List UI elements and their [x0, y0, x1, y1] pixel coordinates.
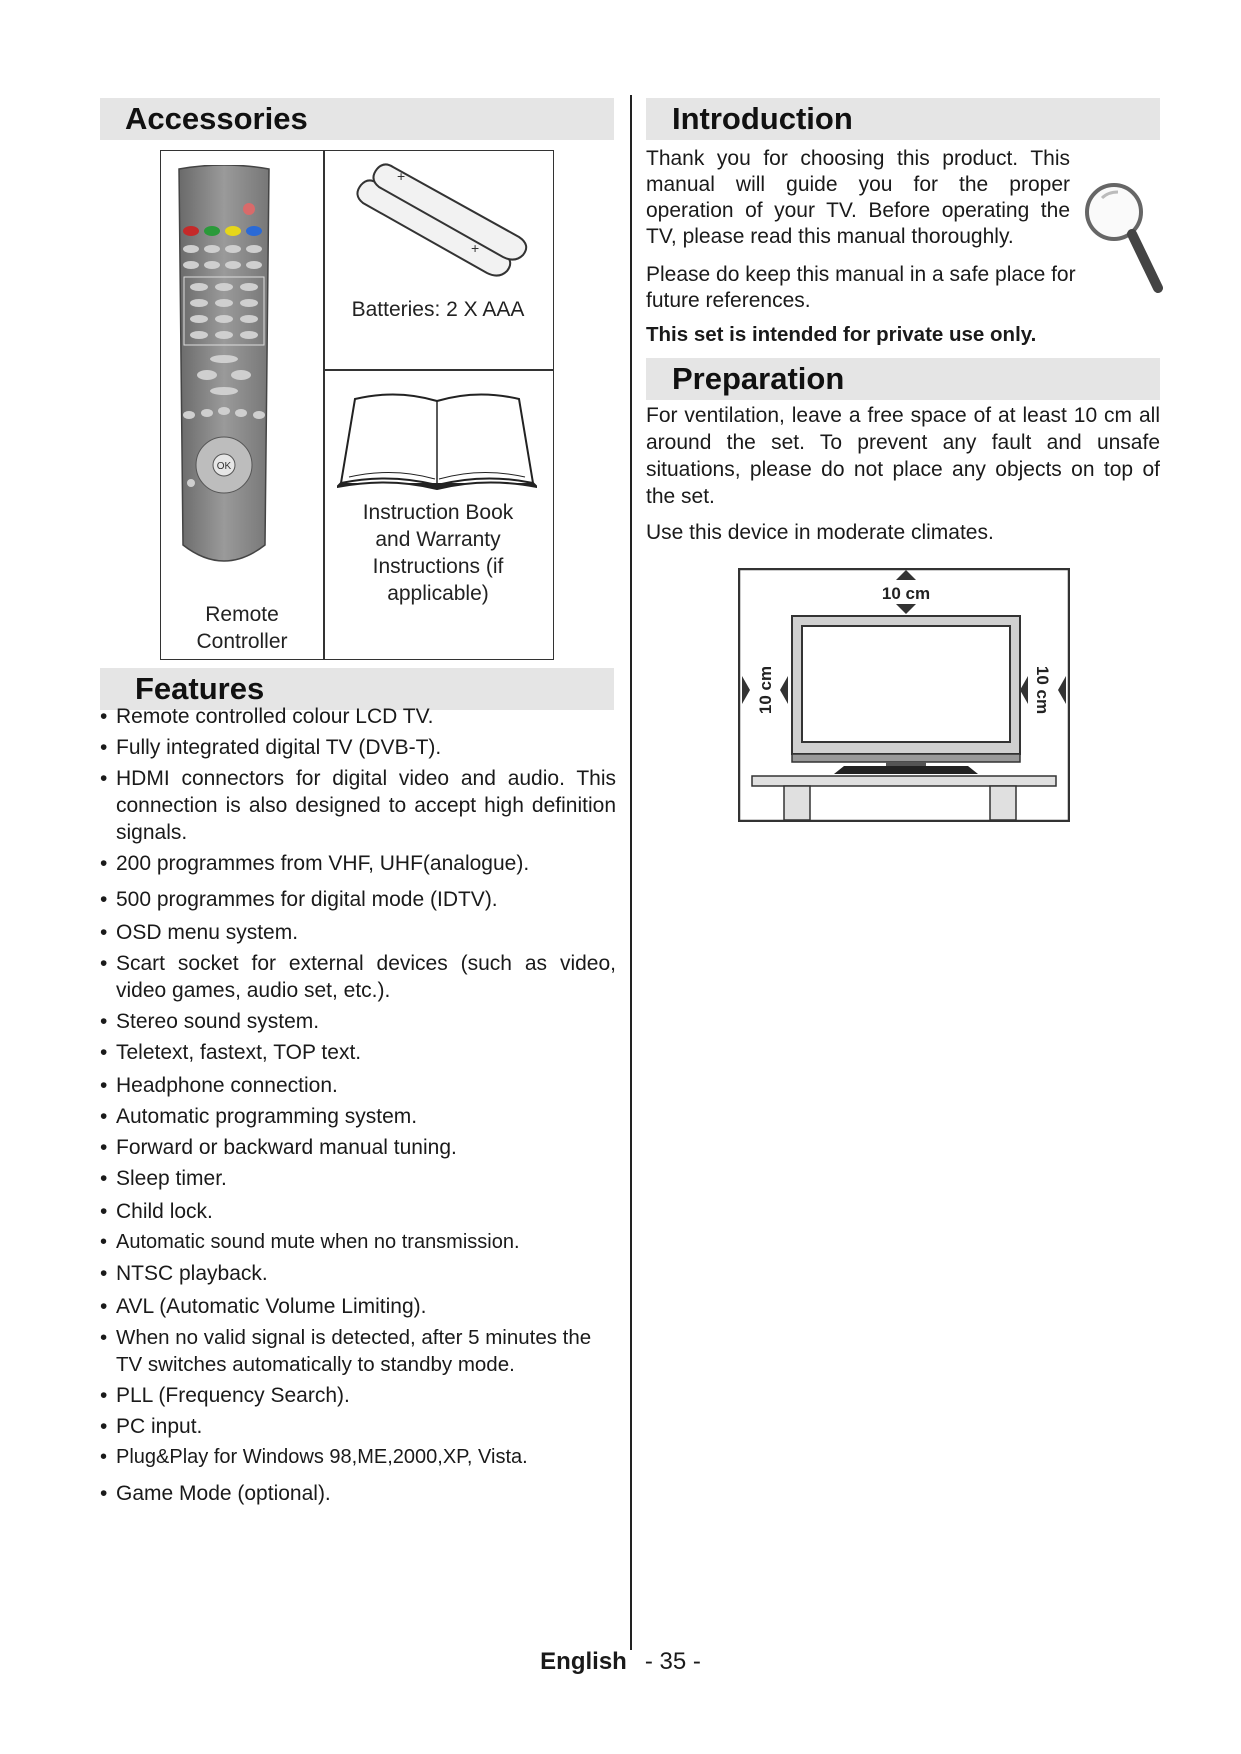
feature-item: • AVL (Automatic Volume Limiting).	[100, 1293, 616, 1320]
feature-item: • Sleep timer.	[100, 1165, 616, 1192]
preparation-header	[646, 358, 1160, 400]
feature-item: • When no valid signal is detected, after 5 minutes the TV switches automatically to standby mode.	[100, 1324, 616, 1378]
accessories-header	[100, 98, 614, 140]
feature-item: • PC input.	[100, 1413, 616, 1440]
batteries-illustration	[353, 161, 533, 281]
introduction-paragraph-2: Please do keep this manual in a safe place for future references.	[646, 263, 1076, 312]
preparation-title: Preparation	[672, 361, 845, 396]
feature-item: • Plug&Play for Windows 98,ME,2000,XP, Vista.	[100, 1444, 616, 1471]
svg-text:+: +	[397, 168, 406, 184]
feature-item: • OSD menu system.	[100, 919, 616, 946]
right-clearance-label: 10 cm	[1033, 665, 1052, 715]
svg-text:OK: OK	[216, 461, 232, 472]
footer-language: English	[540, 1648, 627, 1675]
introduction-header	[646, 98, 1160, 140]
feature-item: • PLL (Frequency Search).	[100, 1382, 616, 1409]
feature-item: • Teletext, fastext, TOP text.	[100, 1039, 616, 1066]
introduction-private-use-note: This set is intended for private use only.	[646, 323, 1037, 346]
preparation-paragraph-1: For ventilation, leave a free space of at least 10 cm all around the set. To prevent any fault and unsafe situations, please do not place any objects on top of the set.	[646, 404, 1160, 508]
feature-item: • Game Mode (optional).	[100, 1480, 616, 1507]
feature-item: • 500 programmes for digital mode (IDTV).	[100, 886, 616, 913]
feature-item: • Scart socket for external devices (such as video, video games, audio set, etc.).	[100, 950, 616, 1004]
svg-text:+: +	[471, 240, 480, 256]
features-title: Features	[135, 671, 265, 706]
feature-item: • Automatic programming system.	[100, 1103, 616, 1130]
feature-item: • Stereo sound system.	[100, 1008, 616, 1035]
feature-item: • NTSC playback.	[100, 1260, 616, 1287]
feature-item: • Remote controlled colour LCD TV.	[100, 703, 616, 730]
remote-controller-illustration	[169, 165, 279, 580]
feature-item: • Child lock.	[100, 1198, 616, 1225]
feature-item: • 200 programmes from VHF, UHF(analogue).	[100, 850, 616, 877]
feature-item: • Headphone connection.	[100, 1072, 616, 1099]
remote-controller-caption: Remote Controller	[196, 603, 288, 653]
feature-item: • Fully integrated digital TV (DVB-T).	[100, 734, 616, 761]
accessories-divider-horizontal	[323, 369, 553, 371]
instruction-book-illustration	[337, 391, 537, 491]
page-footer	[0, 1648, 1241, 1676]
left-clearance-label: 10 cm	[756, 665, 775, 715]
accessories-box	[160, 150, 554, 660]
feature-item: • Automatic sound mute when no transmission.	[100, 1229, 616, 1256]
introduction-paragraph-1: Thank you for choosing this product. This manual will guide you for the proper operation of your TV. Before operating the TV, please read this manual thoroughly.	[646, 147, 1070, 248]
column-divider	[630, 95, 632, 1650]
ventilation-diagram	[738, 568, 1070, 822]
accessories-title: Accessories	[125, 101, 308, 136]
magnifier-icon	[1080, 178, 1166, 296]
batteries-caption: Batteries: 2 X AAA	[351, 298, 525, 321]
features-list	[100, 703, 616, 1507]
introduction-title: Introduction	[672, 101, 853, 136]
feature-item: • HDMI connectors for digital video and audio. This connection is also designed to accept high definition signals.	[100, 765, 616, 846]
instruction-book-caption: Instruction Book and Warranty Instructions (if applicable)	[362, 501, 514, 605]
preparation-paragraph-2: Use this device in moderate climates.	[646, 521, 994, 544]
top-clearance-label: 10 cm	[881, 584, 931, 603]
feature-item: • Forward or backward manual tuning.	[100, 1134, 616, 1161]
footer-page-number: - 35 -	[644, 1648, 701, 1675]
